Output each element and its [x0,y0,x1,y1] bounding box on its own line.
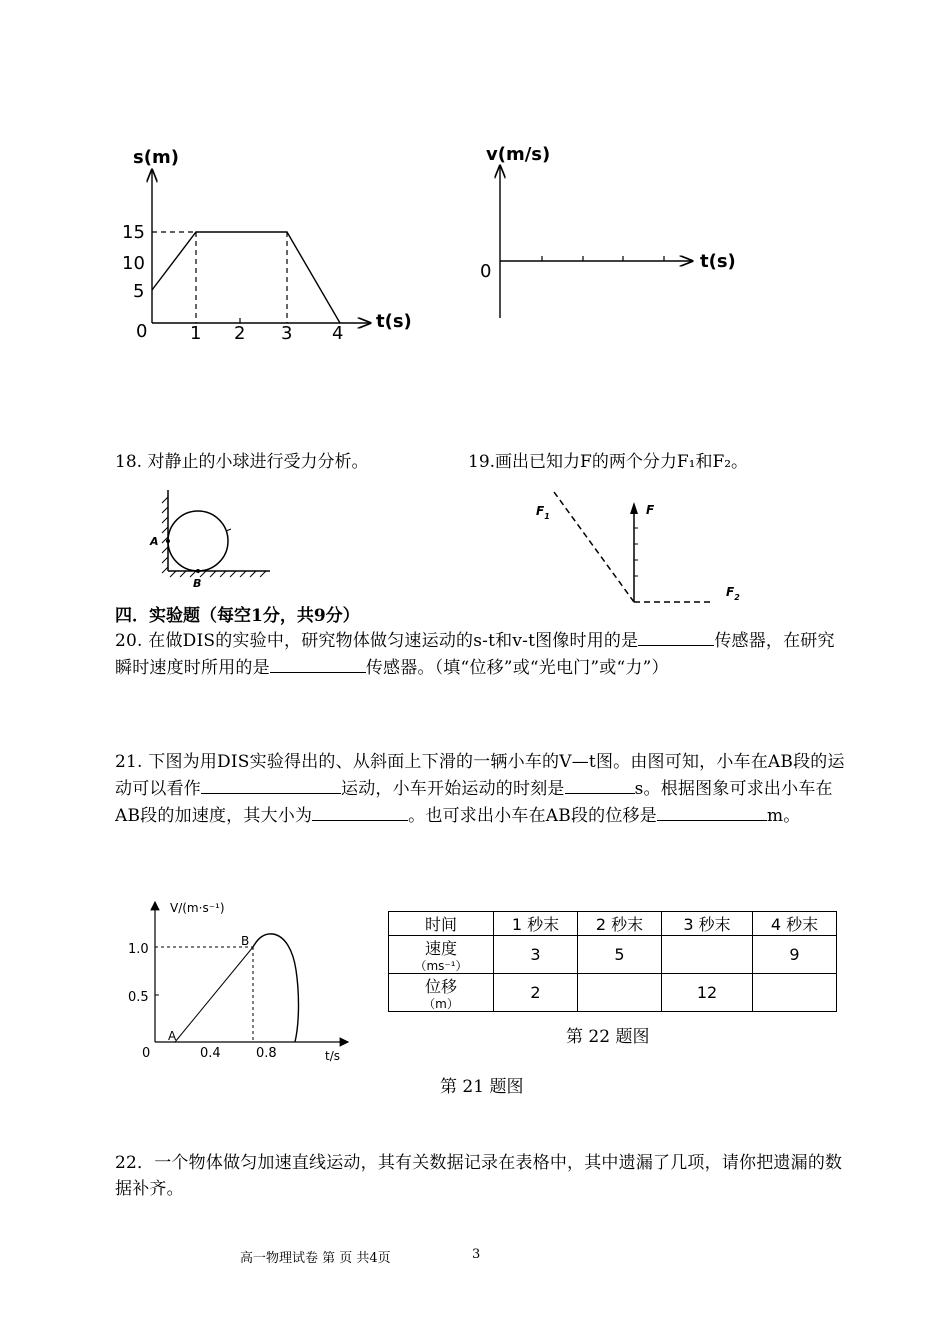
q21-x-tick-0.4: 0.4 [200,1046,221,1061]
table-header-cell: 3 秒末 [662,912,753,936]
q19-f2-label: $F_2$ [726,585,740,602]
table-cell: 5 [578,936,662,974]
footer-text: 高一物理试卷 第 页 共4页 [240,1251,391,1266]
q21-blank-1[interactable] [201,775,341,794]
q19-text: 19.画出已知力F的两个分力F₁和F₂。 [468,452,749,472]
q19-force-figure [530,488,760,608]
table-cell: 3 [494,936,578,974]
st-x-tick-4: 4 [332,323,344,344]
table-cell: 12 [662,974,753,1012]
q21-x-label: t/s [325,1049,340,1063]
st-x-tick-2: 2 [234,323,246,344]
table-cell[interactable] [578,974,662,1012]
st-y-tick-15: 15 [122,222,145,243]
q18-point-a: A [150,535,159,548]
st-x-label: t(s) [376,311,412,332]
q20-text: 20. 在做DIS的实验中，研究物体做匀速运动的s-t和v-t图像时用的是 传感器，在研究瞬时速度时所用的是 传感器。（填“位移”或“光电门”或“力”） [115,627,845,681]
st-x-tick-3: 3 [281,323,293,344]
q20-blank-2[interactable] [270,654,366,673]
q22-table [388,911,837,1012]
st-y-tick-5: 5 [133,281,145,302]
row-label-velocity: 速度 （ms⁻¹） [389,936,494,974]
q22-text: 22．一个物体做匀加速直线运动，其有关数据记录在表格中，其中遗漏了几项，请你把遗漏的数据补齐。 [115,1153,843,1199]
vt-blank-y-label: v(m/s) [486,144,551,165]
q19-f1-label: $F_1$ [536,504,550,521]
q18-text: 18. 对静止的小球进行受力分析。 [115,452,369,472]
vt-blank-graph [470,138,770,328]
q21-x-tick-0.8: 0.8 [256,1046,277,1061]
st-x-tick-1: 1 [190,323,202,344]
q21-vt-graph [120,890,370,1065]
vt-blank-x-label: t(s) [700,251,736,272]
q21-origin: 0 [142,1046,151,1061]
q18-ball-figure [140,485,280,590]
q21-blank-4[interactable] [657,802,767,821]
table-cell: 9 [753,936,837,974]
page-number: 3 [472,1247,481,1262]
table-row [389,974,837,1012]
table-row [389,936,837,974]
table-cell[interactable] [753,974,837,1012]
q21-y-tick-0.5: 0.5 [128,990,149,1005]
table-cell: 2 [494,974,578,1012]
q21-y-label: V/(m·s⁻¹) [170,901,225,915]
table-header-cell: 1 秒末 [494,912,578,936]
row-label-displacement: 位移 （m） [389,974,494,1012]
q18-point-b: B [193,577,202,590]
table-header-cell: 4 秒末 [753,912,837,936]
q22-caption: 第 22 题图 [566,1027,650,1047]
table-cell[interactable] [662,936,753,974]
table-header-cell: 2 秒末 [578,912,662,936]
q21-point-a: A [168,1029,177,1043]
section-title: 四．实验题（每空1分，共9分） [115,606,360,626]
table-header-row [389,912,837,936]
st-y-tick-10: 10 [122,253,145,274]
q21-caption: 第 21 题图 [440,1077,524,1097]
st-y-label: s(m) [133,147,179,168]
q21-y-tick-1.0: 1.0 [128,942,149,957]
q21-text: 21. 下图为用DIS实验得出的、从斜面上下滑的一辆小车的V—t图。由图可知，小车在AB段的运动可以看作 运动，小车开始运动的时刻是 s。根据图象可求出小车在AB段的加速度，其大小为 。也可求出小车在AB段的位移是 m。 [115,752,845,826]
st-graph [120,140,440,350]
q20-blank-1[interactable] [638,627,714,646]
table-header-cell: 时间 [389,912,494,936]
q21-point-b: B [241,934,250,948]
vt-blank-origin: 0 [480,261,492,282]
st-origin: 0 [136,321,148,342]
q21-blank-3[interactable] [312,802,408,821]
q21-blank-2[interactable] [565,775,635,794]
q19-f-label: F [646,503,655,517]
